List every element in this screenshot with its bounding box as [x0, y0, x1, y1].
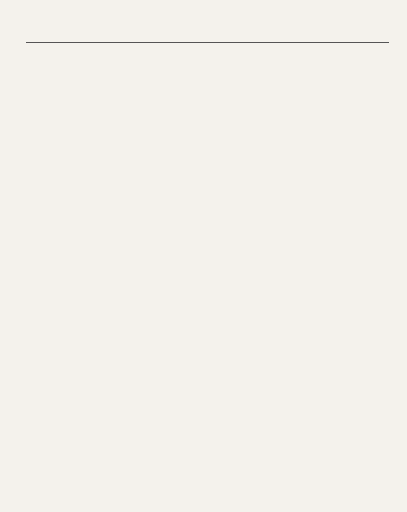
section-divider	[26, 42, 389, 43]
page-number	[26, 0, 389, 22]
